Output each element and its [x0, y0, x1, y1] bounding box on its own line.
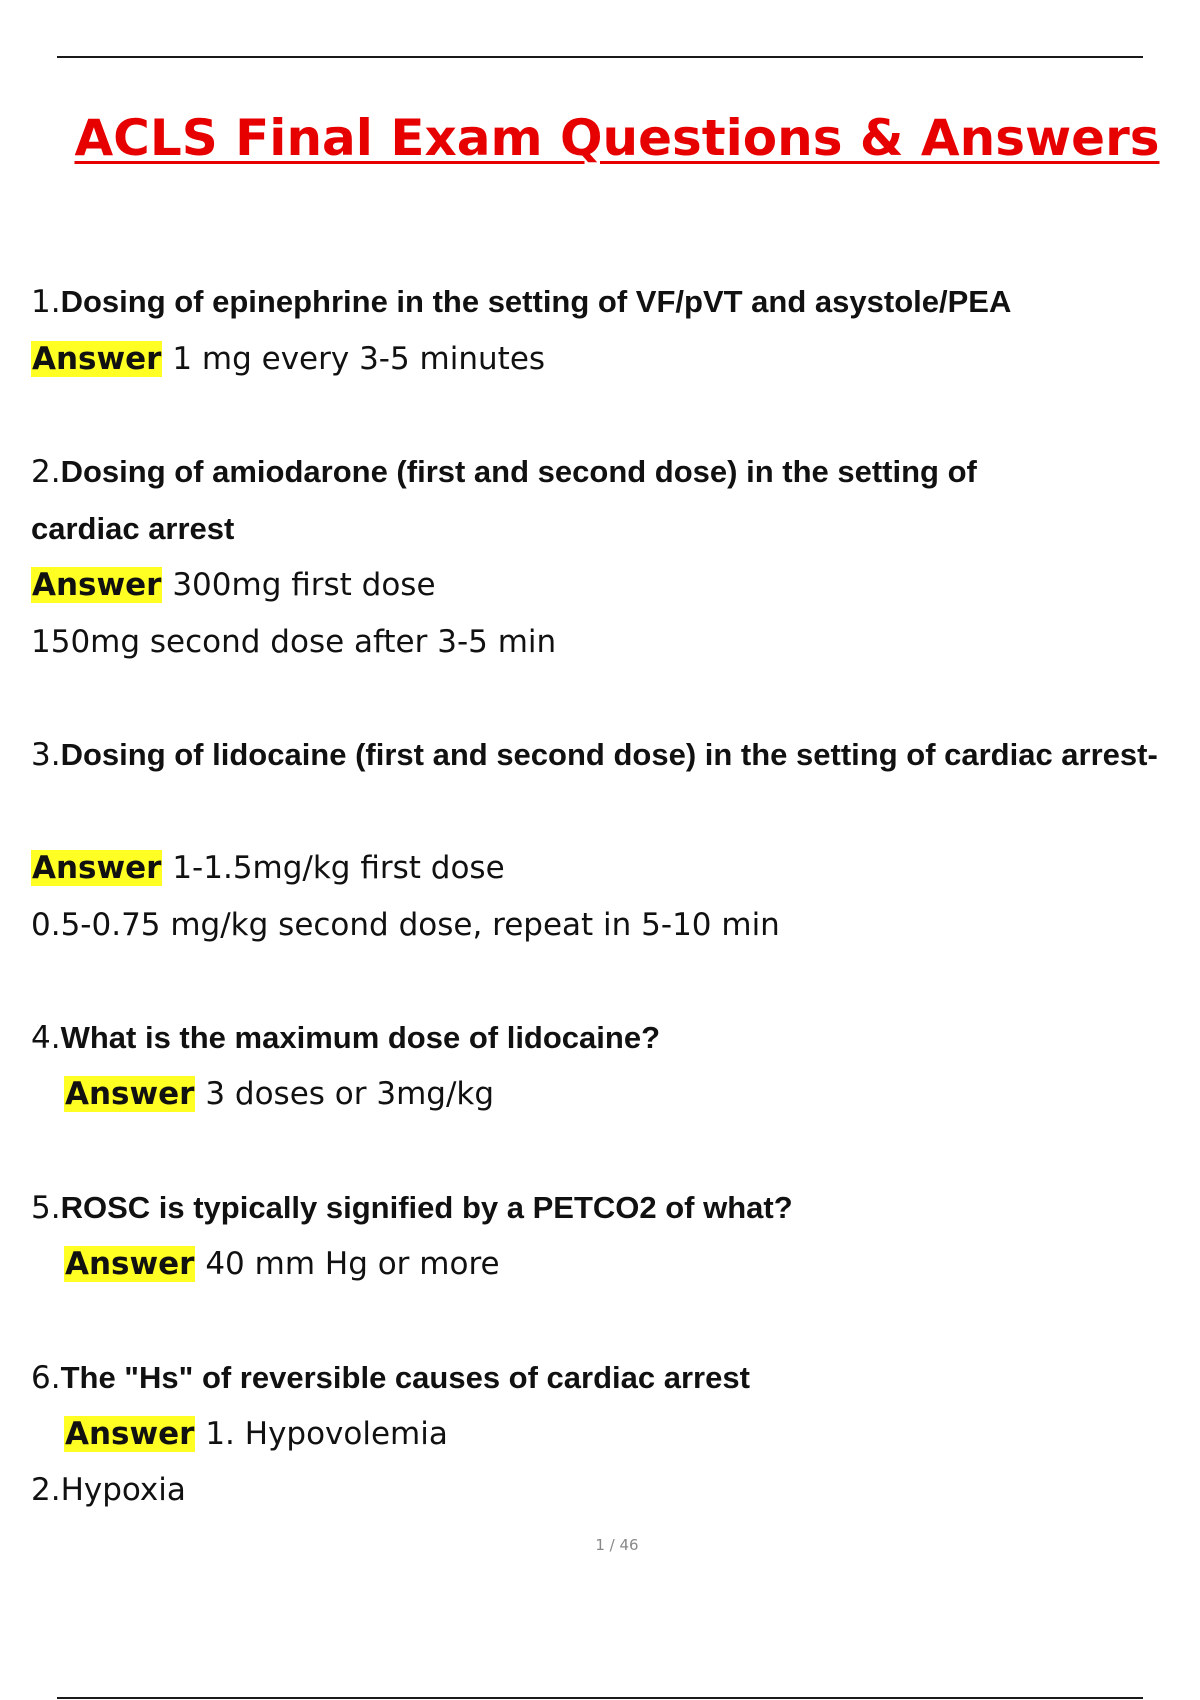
question-number: 4. — [31, 1020, 61, 1056]
answer-label: Answer — [32, 850, 162, 886]
answer-label: Answer — [65, 1416, 195, 1452]
list-number: 2. — [31, 1472, 61, 1508]
answer-2-continued — [31, 614, 556, 670]
answer-text: 1-1.5mg/kg first dose — [172, 850, 505, 886]
question-2 — [31, 444, 977, 500]
question-text: ROSC is typically signified by a PETCO2 of what? — [60, 1190, 793, 1225]
question-text: cardiac arrest — [31, 511, 235, 546]
bottom-rule — [57, 1697, 1143, 1699]
question-text: Dosing of lidocaine (first and second dose) in the setting of cardiac arrest- — [60, 737, 1158, 772]
answer-3-continued — [31, 897, 780, 953]
answer-text: 150mg second dose after 3-5 min — [31, 624, 557, 660]
page-title: ACLS Final Exam Questions & Answers — [74, 109, 1160, 167]
answer-label: Answer — [32, 341, 162, 377]
answer-6-list-item — [31, 1462, 186, 1518]
question-number: 1. — [31, 284, 61, 320]
question-number: 3. — [31, 737, 61, 773]
question-6 — [31, 1350, 750, 1406]
answer-1 — [31, 331, 545, 387]
answer-4 — [64, 1066, 494, 1122]
question-text: Dosing of amiodarone (first and second dose) in the setting of — [60, 454, 977, 489]
question-text: The "Hs" of reversible causes of cardiac arrest — [60, 1360, 750, 1395]
question-number: 2. — [31, 454, 61, 490]
top-rule — [57, 56, 1143, 58]
question-text: What is the maximum dose of lidocaine? — [60, 1020, 661, 1055]
answer-5 — [64, 1236, 500, 1292]
question-number: 6. — [31, 1360, 61, 1396]
question-3 — [31, 727, 1158, 783]
answer-6 — [64, 1406, 448, 1462]
answer-text: 1. Hypovolemia — [205, 1416, 448, 1452]
answer-2 — [31, 557, 436, 613]
question-text: Dosing of epinephrine in the setting of VF/pVT and asystole/PEA — [60, 284, 1012, 319]
answer-text: 1 mg every 3-5 minutes — [172, 341, 546, 377]
answer-text: 40 mm Hg or more — [205, 1246, 500, 1282]
question-4 — [31, 1010, 660, 1066]
answer-text: 300mg first dose — [172, 567, 436, 603]
page-number: 1 / 46 — [595, 1536, 639, 1554]
answer-3 — [31, 840, 505, 896]
question-5 — [31, 1180, 793, 1236]
answer-text: 0.5-0.75 mg/kg second dose, repeat in 5-10 min — [31, 907, 780, 943]
list-text: Hypoxia — [60, 1472, 186, 1508]
answer-label: Answer — [65, 1246, 195, 1282]
answer-label: Answer — [65, 1076, 195, 1112]
answer-text: 3 doses or 3mg/kg — [205, 1076, 495, 1112]
question-number: 5. — [31, 1190, 61, 1226]
answer-label: Answer — [32, 567, 162, 603]
question-2-continued — [31, 501, 234, 557]
question-1 — [31, 274, 1011, 330]
